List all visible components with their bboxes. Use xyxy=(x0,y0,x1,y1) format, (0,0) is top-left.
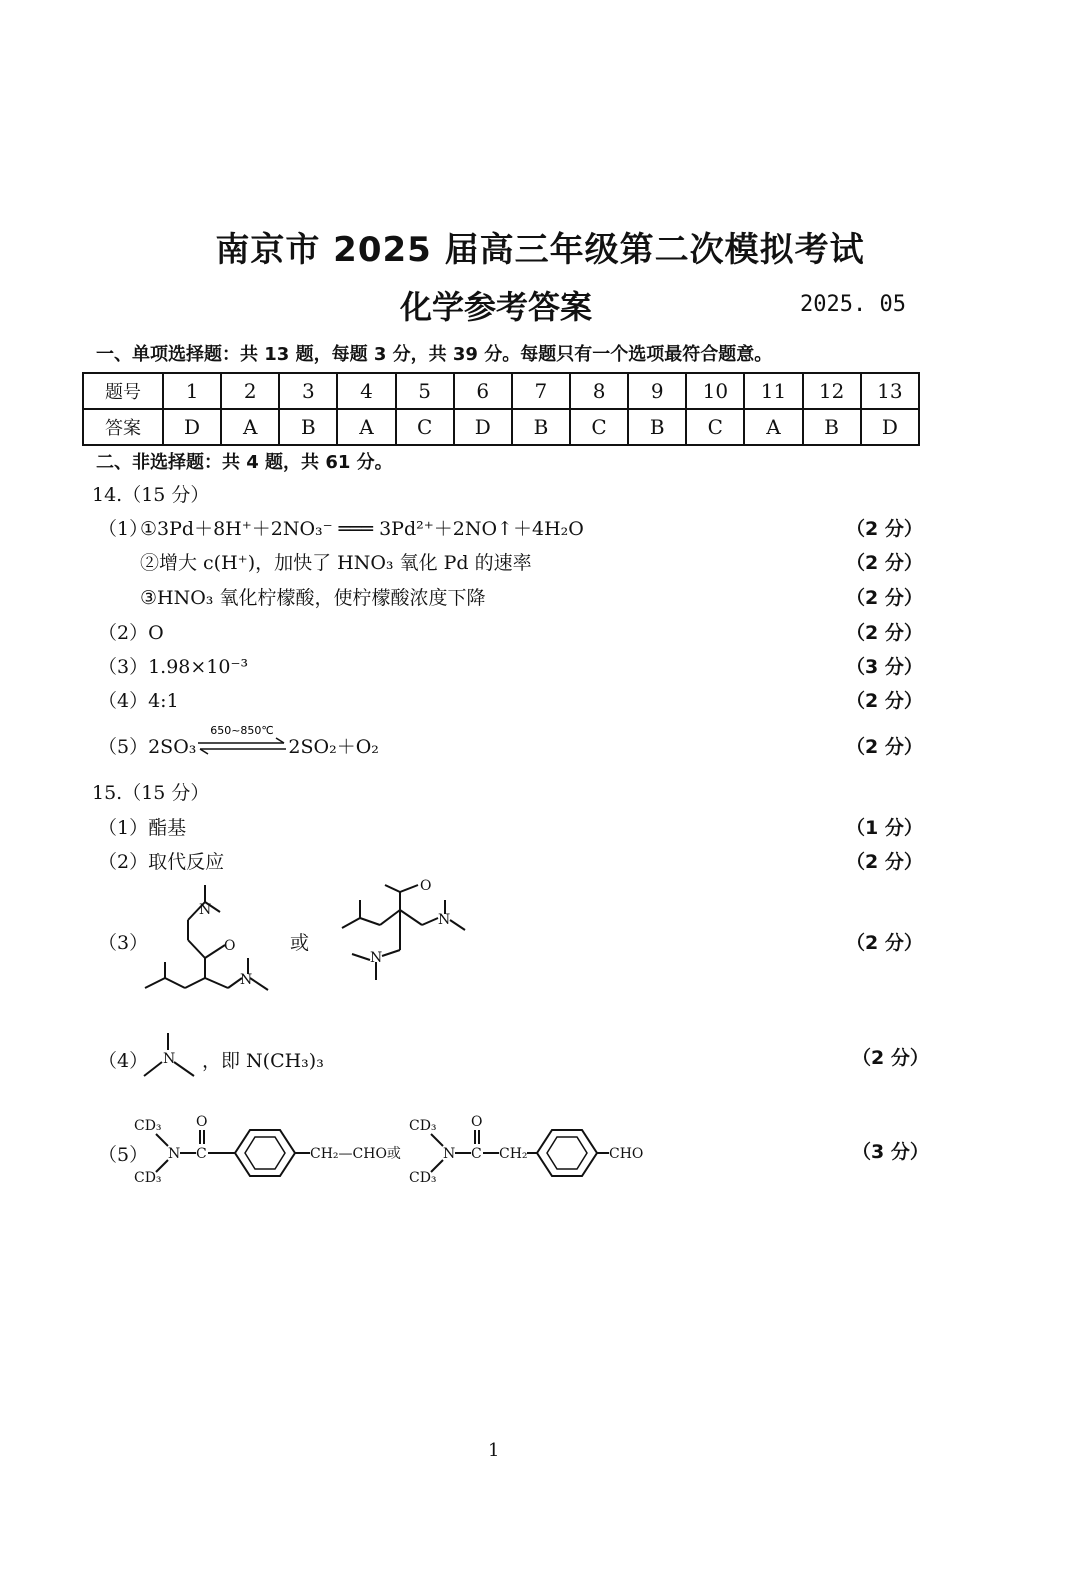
q14-score-5: （2 分） xyxy=(846,736,923,758)
atom-n-4: N xyxy=(370,950,383,966)
answer-cell: A xyxy=(221,409,279,445)
structure-5b xyxy=(405,1110,655,1190)
reversible-arrow xyxy=(196,724,288,760)
q14-score-4: （2 分） xyxy=(846,690,923,712)
reaction-condition: 650~850℃ xyxy=(210,724,275,737)
q14-score-2: （2 分） xyxy=(846,622,923,644)
q15-part5-label: （5） xyxy=(98,1144,149,1166)
q14-part1a: ①3Pd＋8H⁺＋2NO₃⁻ ═══ 3Pd²⁺＋2NO↑＋4H₂O xyxy=(140,518,584,540)
cho-label: CHO xyxy=(609,1146,644,1162)
q15-part4-text: ，即 N(CH₃)₃ xyxy=(202,1050,324,1072)
atom-n-2: N xyxy=(240,972,253,988)
exam-date: 2025. 05 xyxy=(800,292,906,317)
answer-cell: A xyxy=(337,409,395,445)
q15-part3-or: 或 xyxy=(290,932,310,954)
answer-cell: D xyxy=(454,409,512,445)
q14-part5 xyxy=(98,724,379,760)
atom-n-7: N xyxy=(443,1146,456,1162)
q14-score-3: （3 分） xyxy=(846,656,923,678)
answer-cell: B xyxy=(512,409,570,445)
q14-score-1b: （2 分） xyxy=(846,552,923,574)
answer-cell: A xyxy=(744,409,802,445)
answer-cell: B xyxy=(628,409,686,445)
atom-cd3-1: CD₃ xyxy=(134,1118,162,1134)
q14-part3: （3）1.98×10⁻³ xyxy=(98,656,249,678)
structure-a xyxy=(130,880,290,1000)
atom-n-1: N xyxy=(199,902,212,918)
page-subtitle: 化学参考答案 xyxy=(400,288,593,326)
q14-heading: 14.（15 分） xyxy=(92,484,210,506)
question-number-cell: 8 xyxy=(570,373,628,409)
answer-cell: C xyxy=(686,409,744,445)
question-number-cell: 11 xyxy=(744,373,802,409)
ch2-cho-label: CH₂—CHO或 xyxy=(310,1146,401,1162)
q14-part4: （4）4:1 xyxy=(98,690,179,712)
atom-o-3: O xyxy=(196,1114,208,1130)
atom-cd3-3: CD₃ xyxy=(409,1118,437,1134)
structure-b xyxy=(330,880,480,990)
trimethylamine-structure xyxy=(138,1028,208,1083)
q14-part1-prefix: （1） xyxy=(98,518,149,540)
page-number: 1 xyxy=(488,1440,500,1461)
question-number-cell: 13 xyxy=(861,373,919,409)
question-number-cell: 6 xyxy=(454,373,512,409)
q14-part1b: ②增大 c(H⁺)，加快了 HNO₃ 氧化 Pd 的速率 xyxy=(140,552,532,574)
q15-part1: （1）酯基 xyxy=(98,817,187,839)
table-row-numbers xyxy=(83,373,919,409)
atom-c-1: C xyxy=(196,1146,207,1162)
question-number-cell: 2 xyxy=(221,373,279,409)
answer-cell: B xyxy=(803,409,861,445)
atom-cd3-4: CD₃ xyxy=(409,1170,437,1186)
q14-part5-products: 2SO₂＋O₂ xyxy=(288,736,379,758)
q15-part2: （2）取代反应 xyxy=(98,851,225,873)
q14-part5-reactant: （5）2SO₃ xyxy=(98,736,197,758)
question-number-cell: 7 xyxy=(512,373,570,409)
row-label-answer: 答案 xyxy=(83,409,163,445)
question-number-cell: 1 xyxy=(163,373,221,409)
answer-cell: D xyxy=(861,409,919,445)
atom-cd3-2: CD₃ xyxy=(134,1170,162,1186)
question-number-cell: 10 xyxy=(686,373,744,409)
q15-part3-label: （3） xyxy=(98,932,149,954)
atom-o-4: O xyxy=(471,1114,483,1130)
answer-cell: C xyxy=(396,409,454,445)
ch2-label: CH₂ xyxy=(499,1146,528,1162)
answer-table xyxy=(82,372,920,446)
q15-score-3: （2 分） xyxy=(846,932,923,954)
section-2-heading: 二、非选择题：共 4 题，共 61 分。 xyxy=(96,452,393,473)
atom-n-3: N xyxy=(438,912,451,928)
atom-o-1: O xyxy=(224,938,236,954)
page-title: 南京市 2025 届高三年级第二次模拟考试 xyxy=(215,230,865,270)
atom-c-2: C xyxy=(471,1146,482,1162)
question-number-cell: 5 xyxy=(396,373,454,409)
answer-cell: C xyxy=(570,409,628,445)
answer-cell: B xyxy=(279,409,337,445)
table-row-answers xyxy=(83,409,919,445)
q15-score-4: （2 分） xyxy=(852,1047,929,1069)
question-number-cell: 3 xyxy=(279,373,337,409)
q15-score-5: （3 分） xyxy=(852,1141,929,1163)
q15-heading: 15.（15 分） xyxy=(92,782,210,804)
atom-o-2: O xyxy=(420,878,432,894)
question-number-cell: 9 xyxy=(628,373,686,409)
q14-part2: （2）O xyxy=(98,622,164,644)
q15-score-1: （1 分） xyxy=(846,817,923,839)
q15-part4-label: （4） xyxy=(98,1050,149,1072)
q14-part1c: ③HNO₃ 氧化柠檬酸，使柠檬酸浓度下降 xyxy=(140,587,486,609)
q14-score-1c: （2 分） xyxy=(846,587,923,609)
atom-n-6: N xyxy=(168,1146,181,1162)
q15-score-2: （2 分） xyxy=(846,851,923,873)
question-number-cell: 4 xyxy=(337,373,395,409)
answer-cell: D xyxy=(163,409,221,445)
atom-n-5: N xyxy=(163,1051,176,1067)
question-number-cell: 12 xyxy=(803,373,861,409)
structure-5a xyxy=(130,1110,410,1190)
row-label-number: 题号 xyxy=(83,373,163,409)
q14-score-1a: （2 分） xyxy=(846,518,923,540)
section-1-heading: 一、单项选择题：共 13 题，每题 3 分，共 39 分。每题只有一个选项最符合题意。 xyxy=(96,344,773,365)
